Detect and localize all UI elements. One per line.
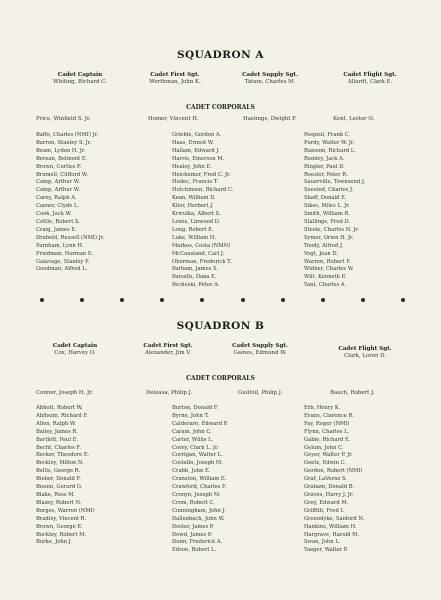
officer-name: Werthman, John K. [149,79,201,85]
cadet-name: Carey, Ralph A. [36,195,77,202]
cadet-name: Wilt, Kenneth E. [304,274,348,281]
divider-dot [120,298,124,302]
cadet-name: Purdy, Walter W. Jr. [304,139,355,146]
cadet-name: Pospisil, Frank C. [304,132,351,138]
sq-a-corporals-heading: CADET CORPORALS [186,104,255,111]
squadron-b-title: SQUADRON B [176,320,265,332]
cadet-name: Blazey, Robert N. [36,499,82,506]
cadet-name: Geyer, Walter P. Jr. [304,452,353,459]
cadet-name: Buckley, Robert M. [36,531,87,538]
sq-b-corporal: Conner, Joseph H. Jr. [36,390,93,396]
cadet-name: Klier, Herbert J. [172,203,214,210]
cadet-name: Burke, John J. [36,539,73,546]
cadet-name: Bisson, Gerard G. [36,484,83,491]
cadet-name: Shaff, Donald E. [304,195,347,202]
cadet-name: Luke, William H. [172,234,217,241]
cadet-name: Vogt, Jean D. [304,250,338,257]
cadet-name: Craig, James E. [36,226,77,233]
cadet-name: Abbott, Robert W. [36,405,83,411]
divider-dot [321,298,325,302]
officer-role: Cadet First Sgt. [143,343,193,349]
divider-dot [401,298,405,302]
cadet-name: Corey, Clark L. Jr. [172,444,219,451]
cadet-name: Beckley, Milton N. [36,460,84,467]
cadet-name: Barron, Stanley S. Jr. [36,139,92,146]
cadet-name: Caram, John C. [172,428,212,435]
cadet-name: Hargrave, Harold M. [304,531,360,538]
officer-name: Cox, Harvey O. [54,350,96,356]
cadet-name: Widner, Charles W. [304,266,354,273]
squadron-a-title: SQUADRON A [176,49,265,61]
cadet-name: Long, Robert E. [172,226,214,233]
cadet-name: Dowd, James P. [172,531,212,538]
officer-role: Cadet Supply Sgt. [232,343,288,349]
cadet-name: Ransom, Richard L. [304,147,356,154]
sq-b-column-2 [172,405,228,555]
cadet-name: Gelum, John C. [304,444,344,451]
cadet-name: Goetz, Edwin C. [304,460,347,467]
cadet-name: Remley, Jack A. [304,155,345,162]
cadet-name: Lewis, Linwood D. [172,218,221,225]
cadet-name: Hudec, Francis T. [172,179,219,186]
cadet-name: Smith, William R. [304,211,350,218]
cadet-name: Cottle, Robert S. [36,218,80,225]
cadet-name: Berean, Belmont E. [36,155,88,162]
cadet-name: Baffo, Charles (NMI) Jr. [36,132,99,138]
cadet-name: Camp, Arthur W. [36,187,80,194]
cadet-name: Crabb, John E. [172,468,211,475]
cadet-name: Markos, Costa (NMN) [172,242,231,249]
divider-dot [160,298,164,302]
cadet-name: Bellis, George R. [36,468,81,475]
cadet-name: Costello, Joseph M. [172,460,223,467]
cadet-name: Dallenbach, John W. [172,515,225,522]
cadet-name: Bailey, James R. [36,428,78,435]
cadet-name: Drabold, Russell (NMI) Jr. [36,234,105,241]
cadet-name: Byrne, John T. [172,412,209,419]
cadet-name: Evans, Clarence R. [304,412,354,419]
cadet-name: Bieber, Donald F. [36,476,81,483]
cadet-name: Graham, Donald B. [304,484,355,491]
officer-role: Cadet First Sgt. [150,72,200,78]
divider-dot [361,298,365,302]
cadet-name: Harris, Emerson M. [172,155,225,162]
cadet-name: Edson, Robert L. [172,547,217,554]
officer-role: Cadet Captain [57,72,103,78]
cadet-name: Healey, John E. [172,163,212,170]
officer-name: Allardt, Clark E. [347,79,393,85]
sq-a-corporal: Kent, Lester O. [333,116,375,122]
officer-role: Cadet Flight Sgt. [343,72,397,78]
divider-dot [241,298,245,302]
cadet-name: Corrigan, Walter L. [172,452,223,459]
cadet-name: Crawford, Charles F. [172,484,227,491]
sq-a-corporal: Hastings, Dwight F. [243,116,297,122]
cadet-name: Ringler, Paul D. [304,163,345,170]
cadet-name: Toody, Alfred J. [304,242,344,249]
officer-name: Clark, Loren D. [344,353,386,359]
cadet-name: Allen, Ralph W. [36,420,76,427]
cadet-name: Friedman, Norman E. [36,250,94,257]
cadet-name: Haas, Ernest W. [172,139,214,146]
cadet-name: Roesler, Peter R. [304,171,348,178]
cadet-name: Griehle, Gordon A. [172,132,222,138]
sq-a-officer-captain [25,72,135,85]
cadet-name: Doster, James P. [172,523,214,530]
cadet-name: Cranston, William E. [172,476,227,483]
cadet-name: Brown, Curtiss F. [36,163,82,170]
sq-a-officer-flight-sgt [315,72,425,85]
cadet-name: Oberman, Frederick T. [172,258,232,265]
officer-name: Gaines, Edmund W. [233,350,287,356]
officer-name: Whiting, Richard C. [53,79,107,85]
cadet-name: Bartlett, Paul E. [36,436,79,443]
sq-a-corporal: Price, Winfield S. Jr. [36,116,91,122]
cadet-name: Becht, Charles F. [36,444,81,451]
sq-a-column-1 [36,132,104,274]
cadet-name: Hutchinson, Richard C. [172,187,234,194]
cadet-name: Brumell, Clifford W. [36,171,88,178]
cadet-name: Sikes, Miles L. Jr. [304,203,350,210]
cadet-name: Sauerville, Townsend J. [304,179,366,186]
cadet-name: Hallam, Edward J. [172,147,220,154]
cadet-name: Beam, Lydon H. Jr. [36,147,86,154]
cadet-name: Swan, John L. [304,539,341,546]
cadet-name: Erb, Henry K. [304,405,341,411]
cadet-name: Gordon, Robert (NMI) [304,468,363,475]
cadet-name: Galavage, Stanley F. [36,258,90,265]
sq-a-column-2 [172,132,233,290]
cadet-name: Graf, LaVerne S. [304,476,348,483]
cadet-name: Hankins, William H. [304,523,357,530]
officer-role: Cadet Captain [52,343,98,349]
cadet-name: Groendyke, Sanford N. [304,515,365,522]
cadet-name: Farnham, Lynn H. [36,242,84,249]
cadet-name: Burton, Donald F. [172,405,219,411]
cadet-name: Kean, William D. [172,195,216,202]
cadet-name: Griffith, Fred I. [304,507,345,514]
cadet-name: Steele, Charles N. Jr. [304,226,359,233]
divider-dots [40,298,405,302]
cadet-name: Krivulka, Albert S. [172,211,221,218]
sq-b-corporal: Deleasa, Philip J. [146,390,192,396]
cadet-name: Symer, Orien H. Jr. [304,234,354,241]
cadet-name: Cronyn, Joseph M. [172,491,221,498]
sq-b-officer-supply-sgt [205,343,315,356]
officer-name: Tatum, Charles M. [244,79,296,85]
sq-b-corporals-heading: CADET CORPORALS [186,375,255,382]
officer-role: Cadet Supply Sgt. [242,72,298,78]
sq-b-corporal: Guilfoil, Philip J. [238,390,283,396]
cadet-name: Heichemer, Fred C. Jr. [172,171,231,178]
cadet-name: Bradley, Vincent R. [36,515,87,522]
officer-role: Cadet Flight Sgt. [338,346,392,352]
cadet-name: Seested, Charles J. [304,187,354,194]
sq-a-officer-first-sgt [120,72,230,85]
cadet-name: McCausland, Carl J. [172,250,225,257]
cadet-name: Cunningham, John J. [172,507,226,514]
cadet-name: Pechoski, Peter A. [172,282,220,289]
officer-name: Alexander, Jim V. [145,350,191,356]
cadet-name: Carter, Willis L. [172,436,214,443]
sq-a-officer-supply-sgt [215,72,325,85]
sq-b-officer-flight-sgt [310,346,420,359]
cadet-name: Goodman, Alfred L. [36,266,88,273]
sq-b-corporal: Bauch, Robert J. [330,390,375,396]
cadet-name: Warren, Robert F. [304,258,351,265]
divider-dot [281,298,285,302]
cadet-name: Becker, Theodore E. [36,452,90,459]
cadet-name: Flynn, Charles L. [304,428,350,435]
cadet-name: Stallings, Fred D. [304,218,351,225]
sq-b-column-1 [36,405,95,547]
cadet-name: Parsells, Dana E. [172,274,217,281]
cadet-name: Camp, Arthur W. [36,179,80,186]
cadet-name: Crom, Robert C. [172,499,215,506]
sq-a-corporal: Homer, Vincent H. [148,116,199,122]
cadet-name: Parham, James S. [172,266,218,273]
cadet-name: Fay, Roger (NMI) [304,420,350,427]
cadet-name: Gable, Richard E. [304,436,351,443]
sq-a-column-3 [304,132,365,290]
cadet-name: Graves, Harry J. Jr. [304,491,354,498]
cadet-name: Dunn, Frederick A. [172,539,223,546]
cadet-name: Casner, Clyde L. [36,203,80,210]
divider-dot [200,298,204,302]
divider-dot [40,298,44,302]
sq-b-column-3 [304,405,364,555]
divider-dot [80,298,84,302]
cadet-name: Ahlheim, Richard F. [36,412,88,419]
cadet-name: Cook, Jack W. [36,211,72,218]
cadet-name: Yant, Charles A. [304,282,347,289]
cadet-name: Blake, Ross M. [36,491,76,498]
cadet-name: Grey, Edward M. [304,499,349,506]
cadet-name: Yaeger, Walter P. [304,547,348,554]
cadet-name: Brown, George E. [36,523,83,530]
cadet-name: Calderaro, Edward P. [172,420,228,427]
cadet-name: Borges, Warren (NMI) [36,507,95,514]
